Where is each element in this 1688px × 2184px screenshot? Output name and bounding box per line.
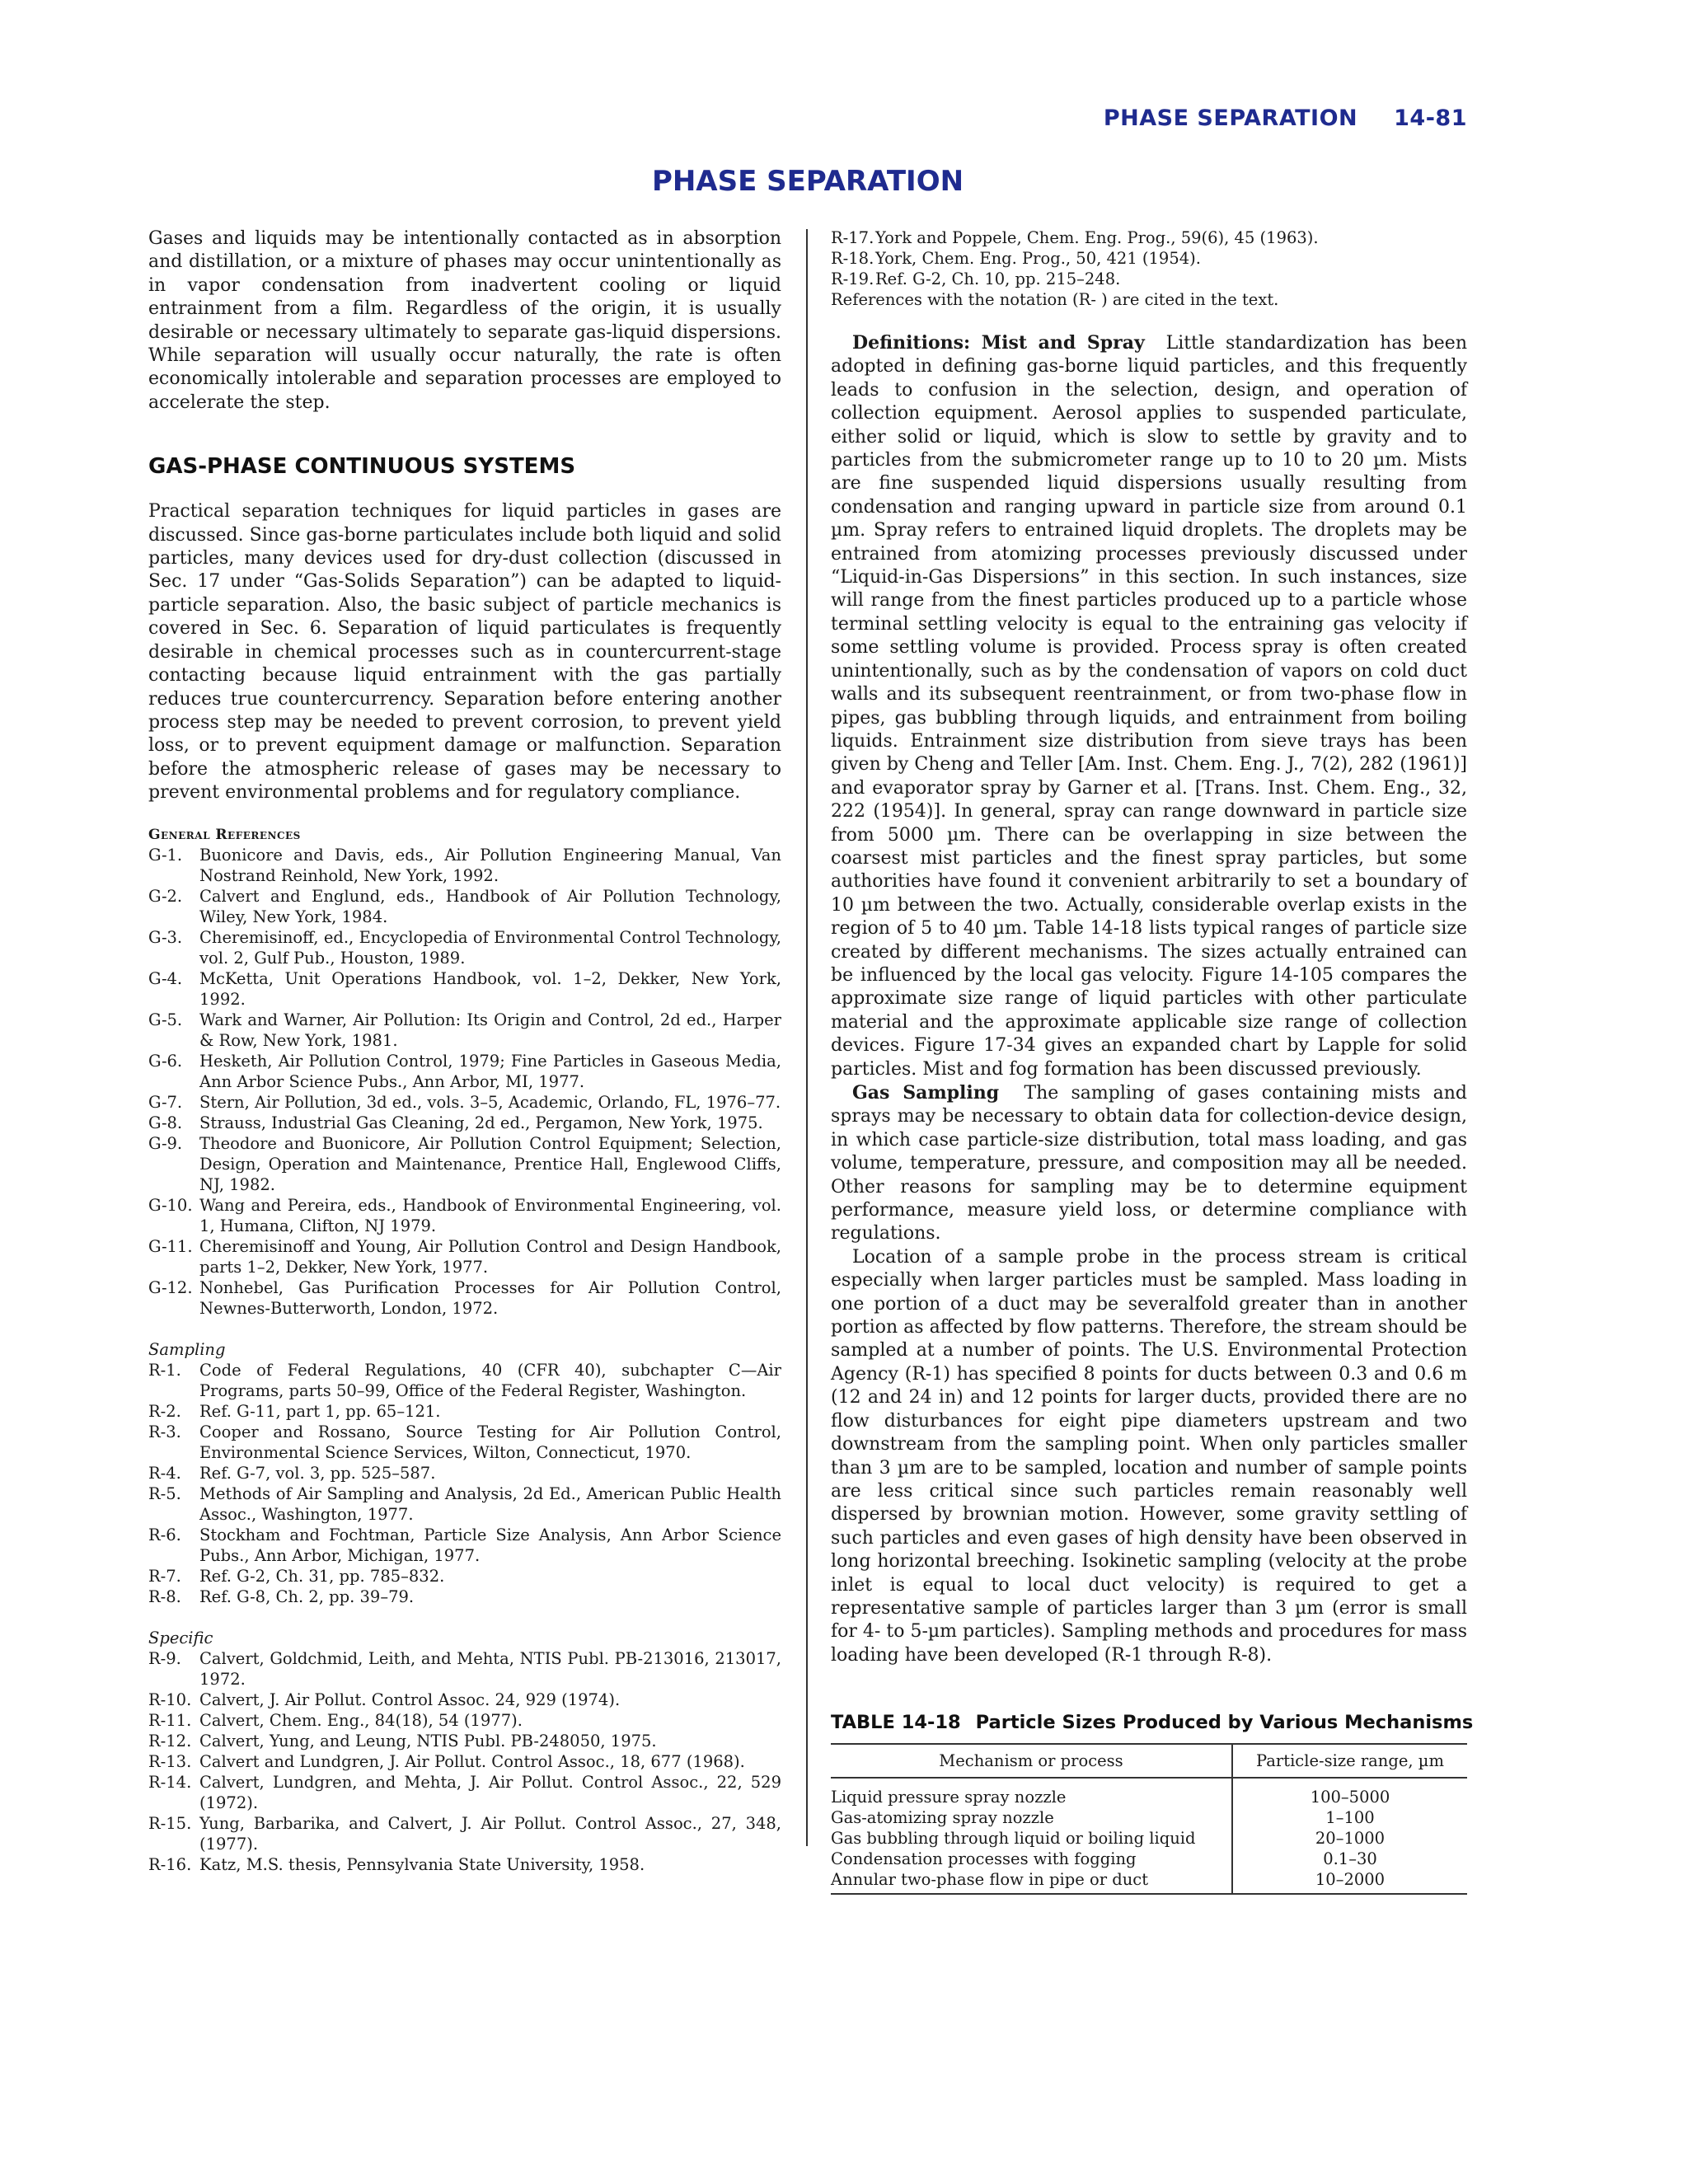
reference-item: G-3. Cheremisinoff, ed., Encyclopedia of Environmental Control Technology, vol. 2, Gulf Pub., Houston, 1989. (148, 927, 781, 968)
specific-references-list (148, 1648, 781, 1875)
right-column (831, 227, 1474, 1895)
table-cell-mechanism: Annular two-phase flow in pipe or duct (831, 1869, 1232, 1894)
sampling-references-heading: Sampling (148, 1339, 226, 1359)
table-row (831, 1807, 1467, 1828)
reference-item: R-12. Calvert, Yung, and Leung, NTIS Publ. PB-248050, 1975. (148, 1731, 657, 1750)
column-divider (806, 229, 808, 1846)
reference-item: R-19. Ref. G-2, Ch. 10, pp. 215–248. (831, 269, 1121, 288)
reference-item: R-8. Ref. G-8, Ch. 2, pp. 39–79. (148, 1586, 415, 1606)
specific-references-heading: Specific (148, 1628, 213, 1647)
gas-sampling-paragraph (831, 1081, 1467, 1246)
reference-item: R-18. York, Chem. Eng. Prog., 50, 421 (1954). (831, 249, 1201, 268)
gas-sampling-text: The sampling of gases containing mists and sprays may be necessary to obtain data for collection-device design, in which case particle-size distribution, total mass loading, and gas volume, temperature, pressure, and composition may all be needed. Other reasons for sampling may be to determine equipment performance, measure yield loss, or determine compliance with regulations. (831, 1083, 1467, 1244)
table-header-mechanism: Mechanism or process (831, 1744, 1232, 1778)
reference-item: R-3. Cooper and Rossano, Source Testing for Air Pollution Control, Environmental Science Services, Wilton, Connecticut, 1970. (148, 1422, 781, 1462)
reference-item: R-10. Calvert, J. Air Pollut. Control Assoc. 24, 929 (1974). (148, 1690, 621, 1709)
sampling-references-list (148, 1360, 781, 1607)
gas-sampling-runin-heading: Gas Sampling (852, 1082, 1000, 1104)
reference-item: R-16. Katz, M.S. thesis, Pennsylvania State University, 1958. (148, 1854, 645, 1874)
reference-item: R-11. Calvert, Chem. Eng., 84(18), 54 (1977). (148, 1710, 523, 1730)
intro-paragraph: Gases and liquids may be intentionally contacted as in absorption and distillation, or a mixture of phases may occur unintentionally as in vapor condensation from inadvertent cooling or liquid entrainment from a film. Regardless of the origin, it is usually desirable or necessary ultimately to separate gas-liquid dispersions. While separation will usually occur naturally, the rate is often economically intolerable and separation processes are employed to accelerate the step. (148, 228, 781, 413)
reference-item: G-10. Wang and Pereira, eds., Handbook of Environmental Engineering, vol. 1, Humana, Clifton, NJ 1979. (148, 1195, 781, 1235)
definitions-runin-heading: Definitions: Mist and Spray (852, 332, 1145, 354)
gas-phase-paragraph: Practical separation techniques for liquid particles in gases are discussed. Since gas-borne particulates include both liquid and solid particles, many devices used for dry-dust collection (discussed in Sec. 17 under “Gas-Solids Separation”) can be adapted to liquid-particle separation. Also, the basic subject of particle mechanics is covered in Sec. 6. Separation of liquid particulates is frequently desirable in chemical processes such as in countercurrent-stage contacting because liquid entrainment with the gas partially reduces true countercurrency. Separation before entering another process step may be needed to prevent corrosion, to prevent yield loss, or to prevent equipment damage or malfunction. Separation before the atmospheric release of gases may be necessary to prevent environmental problems and for regulatory compliance. (148, 501, 781, 804)
reference-item: R-5. Methods of Air Sampling and Analysis, 2d Ed., American Public Health Assoc., Washington, 1977. (148, 1483, 781, 1524)
table-cell-size: 100–5000 (1310, 1788, 1390, 1807)
table-header-size-range: Particle-size range, µm (1232, 1744, 1467, 1778)
reference-item: G-9. Theodore and Buonicore, Air Pollution Control Equipment; Selection, Design, Operation and Maintenance, Prentice Hall, Englewood Cliffs, NJ, 1982. (148, 1133, 781, 1194)
table-cell-mechanism: Liquid pressure spray nozzle (831, 1778, 1232, 1807)
reference-item: G-2. Calvert and Englund, eds., Handbook of Air Pollution Technology, Wiley, New York, 1984. (148, 886, 781, 926)
table-cell-size: 20–1000 (1315, 1829, 1386, 1849)
table-cell-size: 10–2000 (1232, 1869, 1467, 1894)
running-head-section: PHASE SEPARATION (1103, 105, 1358, 131)
reference-item: R-13. Calvert and Lundgren, J. Air Pollut. Control Assoc., 18, 677 (1968). (148, 1751, 745, 1771)
table-row (831, 1849, 1467, 1869)
definitions-paragraph (831, 331, 1467, 1081)
reference-item: R-4. Ref. G-7, vol. 3, pp. 525–587. (148, 1463, 436, 1483)
reference-item: G-8. Strauss, Industrial Gas Cleaning, 2d ed., Pergamon, New York, 1975. (148, 1113, 763, 1132)
table-cell-mechanism: Gas bubbling through liquid or boiling liquid (831, 1828, 1232, 1849)
reference-item: R-2. Ref. G-11, part 1, pp. 65–121. (148, 1401, 441, 1421)
reference-item: G-4. McKetta, Unit Operations Handbook, vol. 1–2, Dekker, New York, 1992. (148, 968, 781, 1009)
reference-item: R-1. Code of Federal Regulations, 40 (CFR 40), subchapter C—Air Programs, parts 50–99, Office of the Federal Register, Washington. (148, 1360, 781, 1400)
table-cell-mechanism: Condensation processes with fogging (831, 1849, 1232, 1869)
particle-size-table (831, 1743, 1467, 1895)
table-cell-size: 0.1–30 (1323, 1849, 1377, 1869)
page-title: PHASE SEPARATION (651, 165, 964, 198)
definitions-text: Little standardization has been adopted in defining gas-borne liquid particles, and this frequently leads to confusion in the selection, design, and operation of collection equipment. Aerosol applies to suspended particulate, either solid or liquid, which is slow to settle by gravity and to particles from the submicrometer range up to 10 to 20 µm. Mists are fine suspended liquid dispersions usually resulting from condensation and ranging upward in particle size from around 0.1 µm. Spray refers to entrained liquid droplets. The droplets may be entrained from atomizing processes previously discussed under “Liquid-in-Gas Dispersions” in this section. In such instances, size will range from the finest particles produced up to a particle whose terminal settling velocity is equal to the entraining gas velocity if some settling volume is provided. Process spray is often created unintentionally, such as by the condensation of vapors on cold duct walls and its subsequent reentrainment, or from two-phase flow in pipes, gas bubbling through liquids, and entrainment from boiling liquids. Entrainment size distribution from sieve trays has been given by Cheng and Teller [Am. Inst. Chem. Eng. J., 7(2), 282 (1961)] and evaporator spray by Garner et al. [Trans. Inst. Chem. Eng., 32, 222 (1954)]. In general, spray can range downward in particle size from 5000 µm. There can be overlapping in size between the coarsest mist particles and the finest spray particles, but some authorities have found it convenient arbitrarily to set a boundary of 10 µm between the two. Actually, considerable overlap exists in the region of 5 to 40 µm. Table 14-18 lists typical ranges of particle size created by different mechanisms. The sizes actually entrained can be influenced by the local gas velocity. Figure 14-105 compares the approximate size range of liquid particles with other particulate material and the approximate applicable size range of collection devices. Figure 17-34 gives an expanded chart by Lapple for solid particles. Mist and fog formation has been discussed previously. (831, 333, 1467, 1080)
page-number: 14-81 (1394, 105, 1467, 131)
reference-item: G-5. Wark and Warner, Air Pollution: Its Origin and Control, 2d ed., Harper & Row, New York, 1981. (148, 1010, 781, 1050)
table-row (831, 1869, 1467, 1894)
reference-item: R-14. Calvert, Lundgren, and Mehta, J. Air Pollut. Control Assoc., 22, 529 (1972). (148, 1772, 781, 1812)
left-column (148, 227, 781, 1875)
table-number: TABLE 14-18 (831, 1712, 961, 1734)
table-header-row (831, 1744, 1467, 1778)
section-heading-gas-phase: GAS-PHASE CONTINUOUS SYSTEMS (148, 454, 576, 480)
reference-item: G-1. Buonicore and Davis, eds., Air Pollution Engineering Manual, Van Nostrand Reinhold, New York, 1992. (148, 845, 781, 885)
reference-item: R-17. York and Poppele, Chem. Eng. Prog., 59(6), 45 (1963). (831, 228, 1319, 247)
table-row (831, 1778, 1467, 1807)
general-references-list (148, 845, 781, 1319)
table-row (831, 1828, 1467, 1849)
reference-item: R-7. Ref. G-2, Ch. 31, pp. 785–832. (148, 1566, 445, 1586)
general-references-heading: General References (148, 826, 301, 843)
continued-references-list (831, 227, 1467, 289)
reference-item: G-11. Cheremisinoff and Young, Air Pollution Control and Design Handbook, parts 1–2, Dekker, New York, 1977. (148, 1236, 781, 1277)
reference-item: R-6. Stockham and Fochtman, Particle Size Analysis, Ann Arbor Science Pubs., Ann Arbor, Michigan, 1977. (148, 1525, 781, 1565)
reference-item: R-15. Yung, Barbarika, and Calvert, J. Air Pollut. Control Assoc., 27, 348, (1977). (148, 1813, 781, 1854)
sample-location-paragraph: Location of a sample probe in the process stream is critical especially when larger particles must be sampled. Mass loading in one portion of a duct may be severalfold greater than in another portion as affected by flow patterns. Therefore, the stream should be sampled at a number of points. The U.S. Environmental Protection Agency (R-1) has specified 8 points for ducts between 0.3 and 0.6 m (12 and 24 in) and 12 points for larger ducts, provided there are no flow disturbances for eight pipe diameters upstream and two downstream from the sampling point. When only particles smaller than 3 µm are to be sampled, location and number of sample points are less critical since such particles remain reasonably well dispersed by brownian motion. However, some gravity settling of such particles and even gases of high density have been observed in long horizontal breeching. Isokinetic sampling (velocity at the probe inlet is equal to local duct velocity) is required to get a representative sample of particles larger than 3 µm (error is small for 4- to 5-µm particles). Sampling methods and procedures for mass loading have been developed (R-1 through R-8). (831, 1246, 1467, 1666)
reference-item: G-6. Hesketh, Air Pollution Control, 1979; Fine Particles in Gaseous Media, Ann Arbor Science Pubs., Ann Arbor, MI, 1977. (148, 1051, 781, 1091)
table-caption (831, 1712, 1474, 1734)
table-title: Particle Sizes Produced by Various Mechanisms (975, 1712, 1474, 1734)
reference-item: G-12. Nonhebel, Gas Purification Processes for Air Pollution Control, Newnes-Butterworth, London, 1972. (148, 1277, 781, 1318)
table-cell-size: 1–100 (1325, 1808, 1375, 1828)
reference-item: G-7. Stern, Air Pollution, 3d ed., vols. 3–5, Academic, Orlando, FL, 1976–77. (148, 1092, 781, 1112)
table-cell-mechanism: Gas-atomizing spray nozzle (831, 1807, 1232, 1828)
running-head (824, 105, 1467, 131)
reference-item: R-9. Calvert, Goldchmid, Leith, and Mehta, NTIS Publ. PB-213016, 213017, 1972. (148, 1648, 781, 1689)
references-note: References with the notation (R- ) are cited in the text. (831, 290, 1279, 309)
